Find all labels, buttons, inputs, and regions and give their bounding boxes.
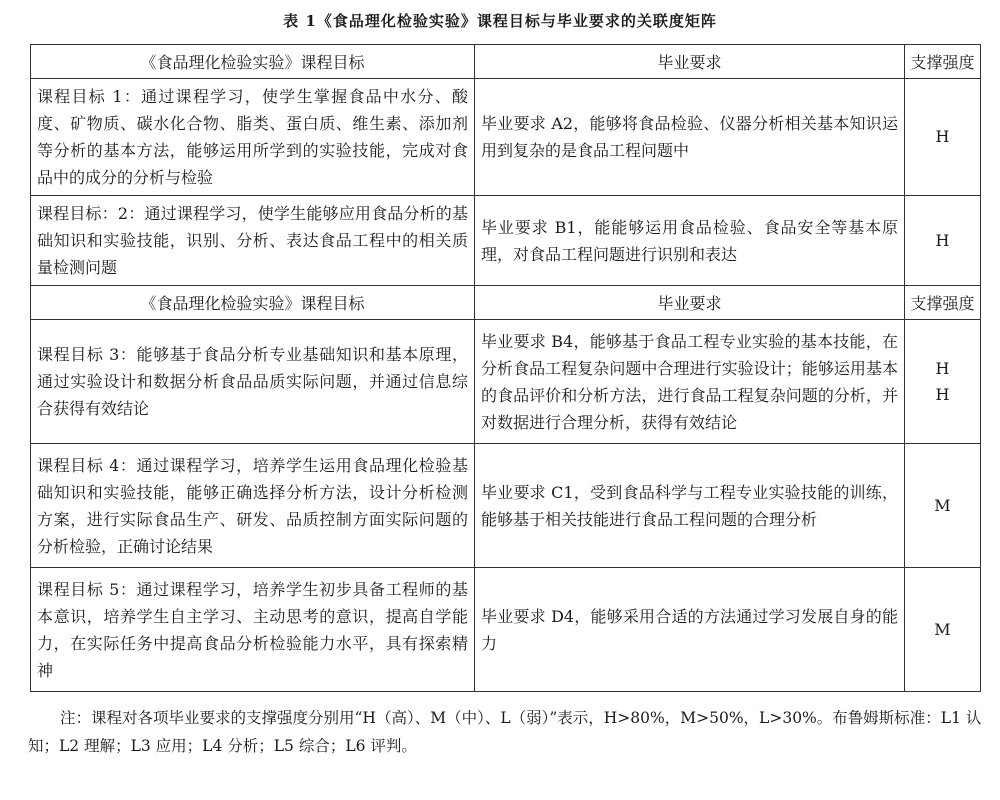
table-row: [31, 568, 981, 692]
requirement-cell: 毕业要求 C1，受到食品科学与工程专业实验技能的训练，能够基于相关技能进行食品工程问题的合理分析: [475, 444, 905, 568]
requirement-cell: 毕业要求 D4，能够采用合适的方法通过学习发展自身的能力: [475, 568, 905, 692]
goal-cell: 课程目标 1：通过课程学习，使学生掌握食品中水分、酸度、矿物质、碳水化合物、脂类、蛋白质、维生素、添加剂等分析的基本方法，能够运用所学到的实验技能，完成对食品中的成分的分析与检验: [31, 79, 475, 196]
support-value: H: [935, 358, 950, 378]
support-value: M: [934, 619, 951, 639]
header-goal: 《食品理化检验实验》课程目标: [31, 286, 475, 320]
matrix-table: [30, 44, 981, 692]
table-row: [31, 79, 981, 196]
goal-cell: 课程目标 4：通过课程学习，培养学生运用食品理化检验基础知识和实验技能，能够正确选择分析方法，设计分析检测方案，进行实际食品生产、研发、品质控制方面实际问题的分析检验，正确讨论结果: [31, 444, 475, 568]
support-cell: [905, 79, 981, 196]
support-value: M: [934, 495, 951, 515]
requirement-cell: 毕业要求 A2，能够将食品检验、仪器分析相关基本知识运用到复杂的是食品工程问题中: [475, 79, 905, 196]
header-goal: 《食品理化检验实验》课程目标: [31, 45, 475, 79]
table-row: [31, 320, 981, 444]
support-value: H: [935, 127, 950, 146]
support-value: H: [935, 230, 950, 250]
table-row: [31, 444, 981, 568]
header-support: 支撑强度: [905, 286, 981, 320]
header-requirement: 毕业要求: [475, 45, 905, 79]
header-row-repeat: [31, 286, 981, 320]
support-value: H: [935, 384, 950, 404]
header-requirement: 毕业要求: [475, 286, 905, 320]
support-cell: [905, 196, 981, 286]
goal-cell: 课程目标 3：能够基于食品分析专业基础知识和基本原理，通过实验设计和数据分析食品品质实际问题，并通过信息综合获得有效结论: [31, 320, 475, 444]
table-footnote: 注：课程对各项毕业要求的支撑强度分别用“H（高）、M（中）、L（弱）”表示，H>80%，M>50%，L>30%。布鲁姆斯标准：L1 认知；L2 理解；L3 应用；L4 分析；L5 综合；L6 评判。: [28, 709, 982, 755]
requirement-cell: 毕业要求 B4，能够基于食品工程专业实验的基本技能，在分析食品工程复杂问题中合理进行实验设计；能够运用基本的食品评价和分析方法，进行食品工程复杂问题的分析，并对数据进行合理分析，获得有效结论: [475, 320, 905, 444]
table-row: [31, 196, 981, 286]
table-caption: 表 1《食品理化检验实验》课程目标与毕业要求的关联度矩阵: [283, 12, 717, 30]
header-row: [31, 45, 981, 79]
support-cell: [905, 568, 981, 692]
requirement-cell: 毕业要求 B1，能能够运用食品检验、食品安全等基本原理，对食品工程问题进行识别和表达: [475, 196, 905, 286]
goal-cell: 课程目标 5：通过课程学习，培养学生初步具备工程师的基本意识，培养学生自主学习、主动思考的意识，提高自学能力，在实际任务中提高食品分析检验能力水平，具有探索精神: [31, 568, 475, 692]
support-cell: [905, 320, 981, 444]
support-cell: [905, 444, 981, 568]
header-support: 支撑强度: [905, 45, 981, 79]
goal-cell: 课程目标：2：通过课程学习，使学生能够应用食品分析的基础知识和实验技能，识别、分析、表达食品工程中的相关质量检测问题: [31, 196, 475, 286]
